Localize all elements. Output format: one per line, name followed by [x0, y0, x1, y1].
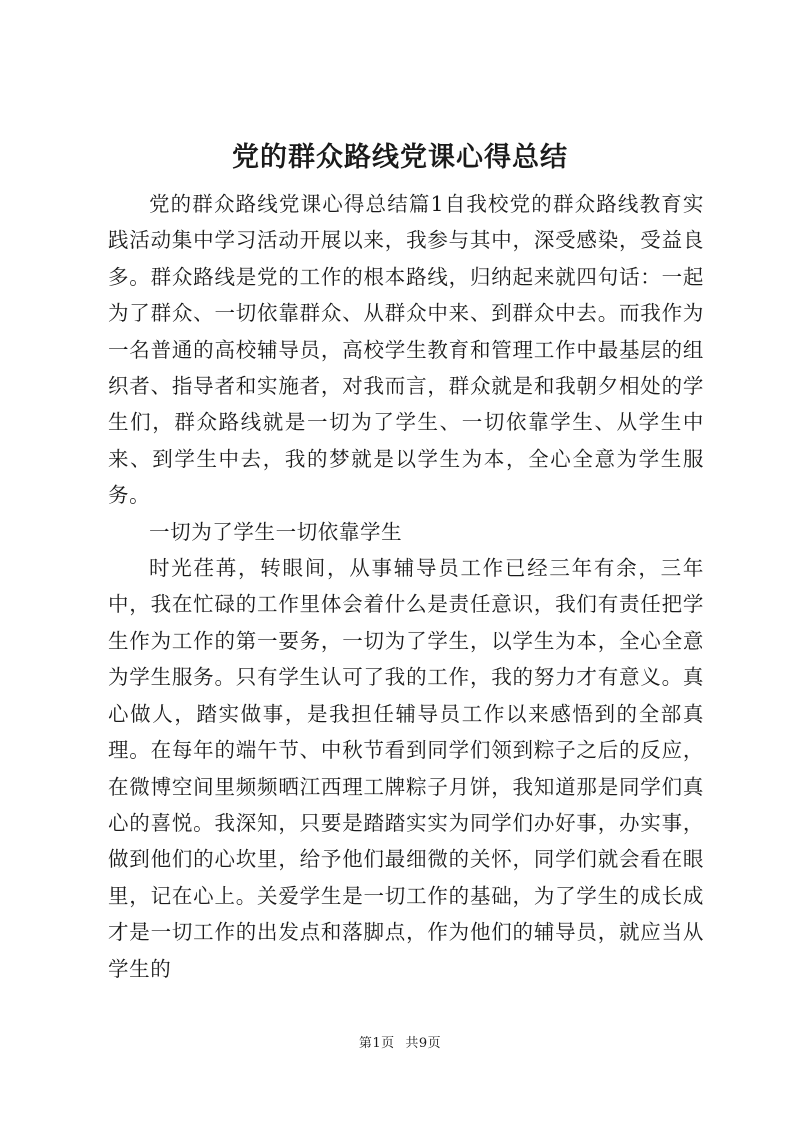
- document-title: 党的群众路线党课心得总结: [232, 142, 568, 173]
- page-total: 共9页: [405, 1036, 442, 1051]
- page-footer: [0, 1032, 800, 1051]
- document-body: [108, 186, 704, 987]
- paragraph-intro: 党的群众路线党课心得总结篇1自我校党的群众路线教育实践活动集中学习活动开展以来，我参与其中，深受感染，受益良多。群众路线是党的工作的根本路线，归纳起来就四句话：一起为了群众、一切依靠群众、从群众中来、到群众中去。而我作为一名普通的高校辅导员，高校学生教育和管理工作中最基层的组织者、指导者和实施者，对我而言，群众就是和我朝夕相处的学生们，群众路线就是一切为了学生、一切依靠学生、从学生中来、到学生中去，我的梦就是以学生为本，全心全意为学生服务。: [108, 192, 704, 508]
- paragraph-subheading: 一切为了学生一切依靠学生: [149, 519, 403, 544]
- page-number: 第1页: [358, 1036, 395, 1051]
- paragraph-body: 时光荏苒，转眼间，从事辅导员工作已经三年有余，三年中，我在忙碌的工作里体会着什么是责任意识，我们有责任把学生作为工作的第一要务，一切为了学生，以学生为本，全心全意为学生服务。只有学生认可了我的工作，我的努力才有意义。真心做人，踏实做事，是我担任辅导员工作以来感悟到的全部真理。在每年的端午节、中秋节看到同学们领到粽子之后的反应，在微博空间里频频晒江西理工牌粽子月饼，我知道那是同学们真心的喜悦。我深知，只要是踏踏实实为同学们办好事，办实事，做到他们的心坎里，给予他们最细微的关怀，同学们就会看在眼里，记在心上。关爱学生是一切工作的基础，为了学生的成长成才是一切工作的出发点和落脚点，作为他们的辅导员，就应当从学生的: [108, 556, 704, 981]
